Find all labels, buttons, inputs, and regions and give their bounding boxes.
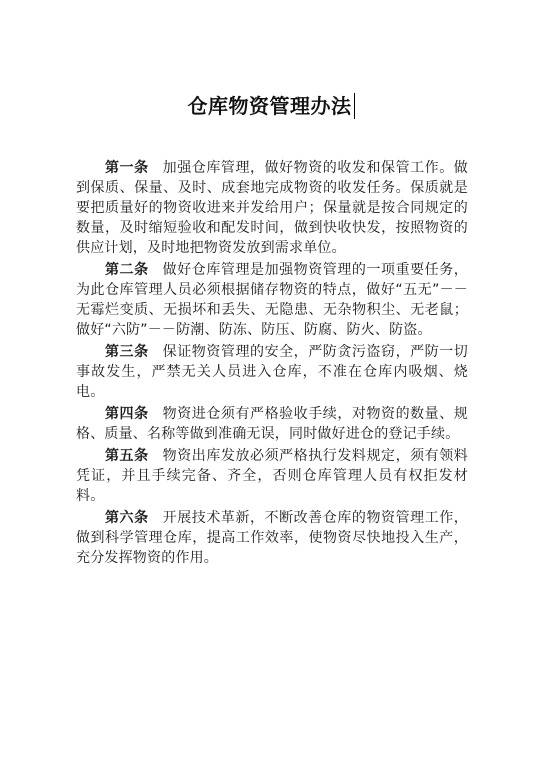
document-title-text: 仓库物资管理办法 <box>187 94 352 118</box>
article-number: 第六条 <box>105 510 149 526</box>
article-1 <box>76 158 468 258</box>
article-number: 第二条 <box>105 262 149 278</box>
article-6 <box>76 508 468 568</box>
document-title[interactable] <box>188 90 359 119</box>
article-text: 保证物资管理的安全，严防贪污盗窃，严防一切事故发生，严禁无关人员进入仓库，不准在仓库内吸烟、烧电。 <box>76 344 468 400</box>
article-number: 第一条 <box>105 160 149 176</box>
article-text: 物资出库发放必须严格执行发料规定，须有领料凭证，并且手续完备、齐全，否则仓库管理人员有权拒发材料。 <box>76 448 468 504</box>
article-3 <box>76 342 468 402</box>
text-cursor <box>354 93 355 119</box>
article-number: 第五条 <box>105 448 149 464</box>
article-text: 做好仓库管理是加强物资管理的一项重要任务，为此仓库管理人员必须根据储存物资的特点，做好“五无”－－无霉烂变质、无损坏和丢失、无隐患、无杂物积尘、无老鼠；做好“六防”－－防潮、防冻、防压、防腐、防火、防盗。 <box>76 262 468 338</box>
article-number: 第四条 <box>105 406 149 422</box>
article-number: 第三条 <box>105 344 149 360</box>
article-text: 加强仓库管理，做好物资的收发和保管工作。做到保质、保量、及时、成套地完成物资的收发任务。保质就是要把质量好的物资收进来并发给用户；保量就是按合同规定的数量，及时缩短验收和配发时间，做到快收快发，按照物资的供应计划，及时地把物资发放到需求单位。 <box>76 160 468 256</box>
article-2 <box>76 260 468 340</box>
article-text: 开展技术革新，不断改善仓库的物资管理工作，做到科学管理仓库，提高工作效率，使物资尽快地投入生产，充分发挥物资的作用。 <box>76 510 468 566</box>
document-body[interactable] <box>76 158 468 570</box>
article-text: 物资进仓须有严格验收手续，对物资的数量、规格、质量、名称等做到准确无误，同时做好进仓的登记手续。 <box>76 406 468 442</box>
article-4 <box>76 404 468 444</box>
article-5 <box>76 446 468 506</box>
title-block <box>0 90 546 119</box>
